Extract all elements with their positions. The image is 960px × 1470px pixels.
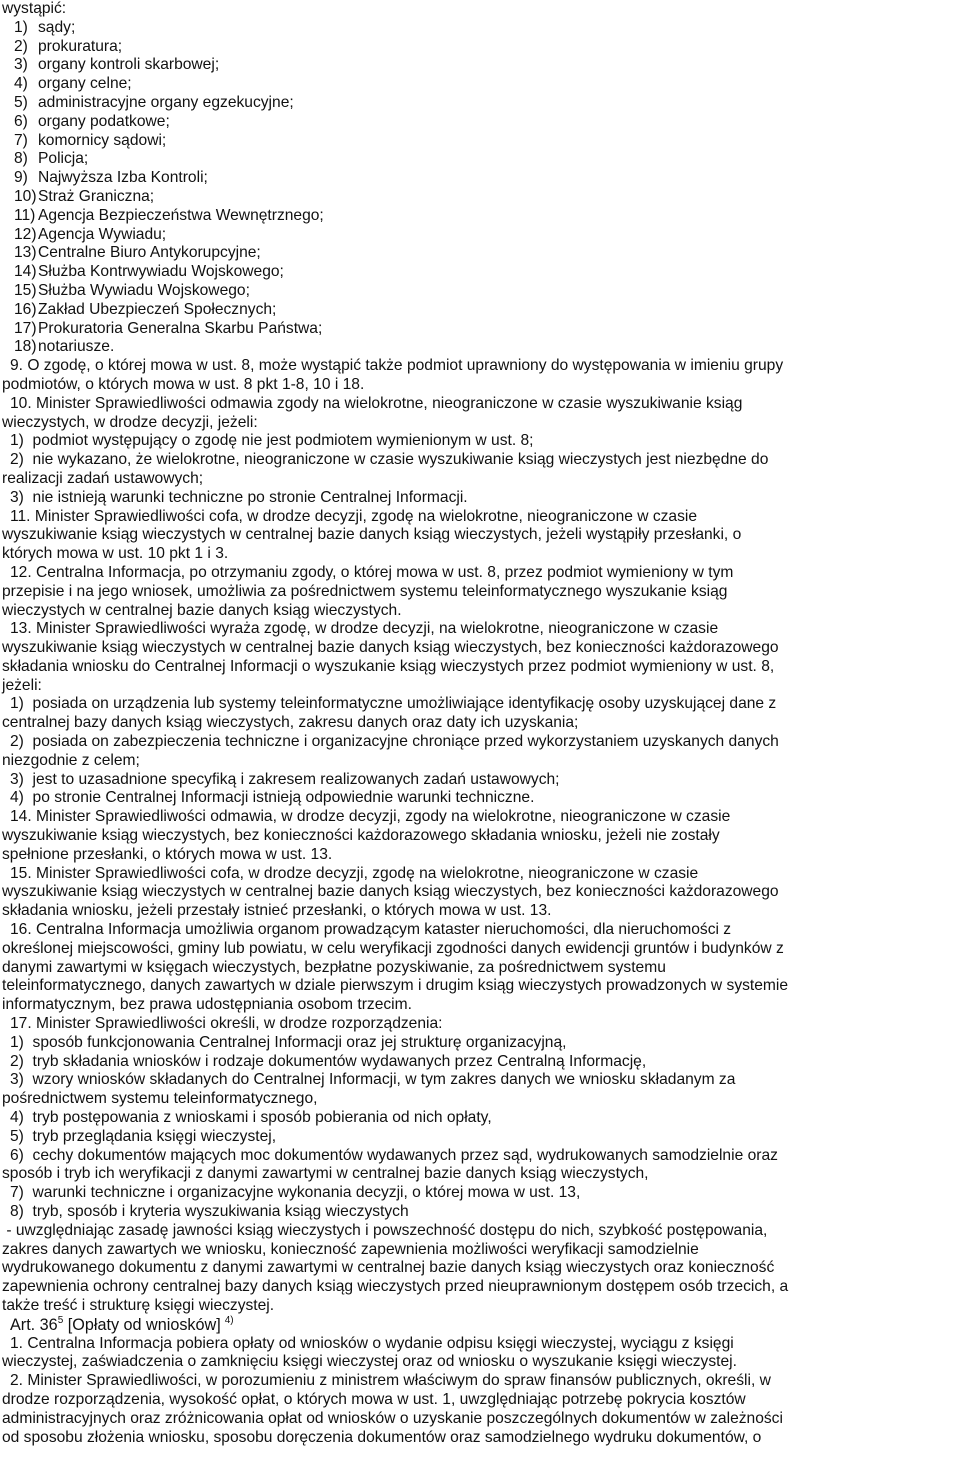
item-number: 11) [14, 206, 36, 224]
text-line: informatycznym, bez prawa udostępniania osobom trzecim. [2, 996, 412, 1014]
article-label: Art. 36 [10, 1315, 58, 1334]
item-text: Służba Wywiadu Wojskowego; [38, 281, 250, 299]
body-text [2, 357, 958, 1316]
text-line: 1) sposób funkcjonowania Centralnej Informacji oraz jej strukturę organizacyjną, [10, 1033, 567, 1051]
item-number: 3) [14, 56, 28, 74]
list-item [2, 169, 958, 188]
text-line: 11. Minister Sprawiedliwości cofa, w drodze decyzji, zgodę na wielokrotne, nieograniczone w czasie [10, 507, 698, 525]
text-line: 6) cechy dokumentów mających moc dokumentów wydawanych przez sąd, wydrukowanych samodzielnie oraz [10, 1146, 778, 1164]
item-number: 15) [14, 281, 37, 299]
item-number: 17) [14, 319, 37, 337]
list-item [2, 19, 958, 38]
text-line: zakres danych zawartych we wniosku, konieczność zapewnienia możliwości weryfikacji samodzielnie [2, 1240, 699, 1258]
list-item [2, 263, 958, 282]
text-line: składania wniosku, jeżeli przestały istnieć przesłanki, o których mowa w ust. 13. [2, 902, 552, 920]
item-text: organy celne; [38, 75, 132, 93]
item-text: Centralne Biuro Antykorupcyjne; [38, 244, 261, 262]
item-text: organy podatkowe; [38, 112, 170, 130]
text-line: pośrednictwem systemu teleinformatycznego, [2, 1090, 318, 1108]
text-line: określonej miejscowości, gminy lub powiatu, w celu weryfikacji zgodności danych ewidencji gruntów i budynków z [2, 939, 784, 957]
text-line: 4) tryb postępowania z wnioskami i sposób pobierania od nich opłaty, [10, 1109, 492, 1127]
text-line: drodze rozporządzenia, wysokość opłat, o których mowa w ust. 1, uwzględniając potrzebę pokrycia kosztów [2, 1390, 746, 1408]
item-text: Najwyższa Izba Kontroli; [38, 169, 208, 187]
list-item [2, 244, 958, 263]
article-superscript: 5 [57, 1314, 64, 1326]
item-number: 7) [14, 131, 28, 149]
list-item [2, 94, 958, 113]
text-line: 3) jest to uzasadnione specyfiką i zakresem realizowanych zadań ustawowych; [10, 770, 560, 788]
text-line: których mowa w ust. 10 pkt 1 i 3. [2, 545, 229, 563]
text-line: 13. Minister Sprawiedliwości wyraża zgodę, w drodze decyzji, na wielokrotne, nieograniczone w czasie [10, 620, 719, 638]
item-text: Zakład Ubezpieczeń Społecznych; [38, 300, 277, 318]
text-line: podmiotów, o których mowa w ust. 8 pkt 1-8, 10 i 18. [2, 375, 365, 393]
list-item [2, 113, 958, 132]
text-line: zapewnienia ochrony centralnej bazy danych ksiąg wieczystych przed nieuprawnionym dostępem osób trzecich, a [2, 1278, 789, 1296]
item-text: Agencja Wywiadu; [38, 225, 167, 243]
text-line: 5) tryb przeglądania księgi wieczystej, [10, 1127, 277, 1145]
list-item [2, 226, 958, 245]
item-number: 6) [14, 112, 28, 130]
intro-line: wystąpić: [2, 0, 67, 17]
text-line: 2. Minister Sprawiedliwości, w porozumieniu z ministrem właściwym do spraw finansów publicznych, określi, w [10, 1372, 771, 1390]
item-number: 9) [14, 169, 28, 187]
list-item [2, 75, 958, 94]
article-heading [2, 1316, 958, 1335]
article-body [2, 1335, 958, 1448]
text-line: centralnej bazy danych ksiąg wieczystych, zakresu danych oraz daty ich uzyskania; [2, 714, 579, 732]
text-line: od sposobu złożenia wniosku, sposobu doręczenia dokumentów oraz samodzielnego wydruku dokumentów, o [2, 1428, 762, 1446]
text-line: 16. Centralna Informacja umożliwia organom prowadzącym kataster nieruchomości, dla nieruchomości z [10, 921, 732, 939]
item-text: organy kontroli skarbowej; [38, 56, 220, 74]
text-line: 3) wzory wniosków składanych do Centralnej Informacji, w tym zakres danych we wniosku składanym za [10, 1071, 736, 1089]
item-number: 18) [14, 338, 37, 356]
text-line: 4) po stronie Centralnej Informacji istnieją odpowiednie warunki techniczne. [10, 789, 535, 807]
footnote-reference: 4) [224, 1314, 234, 1326]
text-line: danymi zawartymi w księgach wieczystych, bezpłatne pozyskiwanie, za pośrednictwem systemu [2, 958, 666, 976]
text-line: 2) tryb składania wniosków i rodzaje dokumentów wydawanych przez Centralną Informację, [10, 1052, 647, 1070]
item-number: 16) [14, 300, 37, 318]
text-line: 1) posiada on urządzenia lub systemy teleinformatyczne umożliwiające identyfikację osoby uzyskującej dane z [10, 695, 777, 713]
text-line: 2) posiada on zabezpieczenia techniczne i organizacyjne chroniące przed wykorzystaniem uzyskanych danych [10, 733, 779, 751]
item-number: 1) [14, 18, 28, 36]
item-text: Policja; [38, 150, 89, 168]
text-line: wieczystych, w drodze decyzji, jeżeli: [2, 413, 258, 431]
text-line: - uwzględniając zasadę jawności ksiąg wieczystych i powszechność dostępu do nich, szybkość postępowania, [2, 1221, 768, 1239]
text-line: przepisie i na jego wniosek, umożliwia za pośrednictwem systemu teleinformatycznego wyszukanie ksiąg [2, 582, 728, 600]
text-line: wyszukiwanie ksiąg wieczystych, bez konieczności każdorazowego składania wniosku, jeżeli nie zostały [2, 827, 720, 845]
item-number: 13) [14, 244, 37, 262]
text-line: 14. Minister Sprawiedliwości odmawia, w drodze decyzji, zgody na wielokrotne, nieograniczone w czasie [10, 808, 731, 826]
text-line: sposób i tryb ich weryfikacji z danymi zawartymi w centralnej bazie danych ksiąg wieczystych, [2, 1165, 649, 1183]
list-item [2, 338, 958, 357]
list-item [2, 56, 958, 75]
list-item [2, 132, 958, 151]
text-line: 7) warunki techniczne i organizacyjne wykonania decyzji, o której mowa w ust. 13, [10, 1184, 581, 1202]
item-number: 14) [14, 263, 37, 281]
text-line: składania wniosku do Centralnej Informacji o wyszukanie ksiąg wieczystych przez podmiot wymieniony w ust. 8, [2, 657, 775, 675]
text-line: administracyjnych oraz zróżnicowania opłat od wniosków o uzyskanie poszczególnych dokumentów w zależności [2, 1409, 783, 1427]
list-item [2, 188, 958, 207]
item-text: administracyjne organy egzekucyjne; [38, 93, 294, 111]
text-line: 12. Centralna Informacja, po otrzymaniu zgody, o której mowa w ust. 8, przez podmiot wymieniony w tym [10, 563, 734, 581]
text-line: 2) nie wykazano, że wielokrotne, nieograniczone w czasie wyszukiwanie ksiąg wieczystych jest niezbędne do [10, 451, 769, 469]
text-line: 3) nie istnieją warunki techniczne po stronie Centralnej Informacji. [10, 488, 468, 506]
authority-list [2, 19, 958, 357]
item-number: 4) [14, 75, 28, 93]
item-number: 10) [14, 187, 37, 205]
text-line: wyszukiwanie ksiąg wieczystych w centralnej bazie danych ksiąg wieczystych, bez konieczności każdorazowego [2, 639, 779, 657]
list-item [2, 320, 958, 339]
item-text: Straż Graniczna; [38, 187, 155, 205]
item-text: komornicy sądowi; [38, 131, 167, 149]
text-line: wieczystych w centralnej bazie danych ksiąg wieczystych. [2, 601, 402, 619]
item-number: 2) [14, 37, 28, 55]
article-title: [Opłaty od wniosków] [67, 1315, 221, 1334]
list-item [2, 150, 958, 169]
text-line: 10. Minister Sprawiedliwości odmawia zgody na wielokrotne, nieograniczone w czasie wyszukiwanie ksiąg [10, 394, 743, 412]
text-line: spełnione przesłanki, o których mowa w ust. 13. [2, 845, 333, 863]
text-line: niezgodnie z celem; [2, 751, 140, 769]
item-number: 8) [14, 150, 28, 168]
text-line: wyszukiwanie ksiąg wieczystych w centralnej bazie danych ksiąg wieczystych, bez konieczności każdorazowego [2, 883, 779, 901]
text-line: wydrukowanego dokumentu z danymi zawartymi w centralnej bazie danych ksiąg wieczystych oraz konieczność [2, 1259, 775, 1277]
item-text: Agencja Bezpieczeństwa Wewnętrznego; [38, 206, 324, 224]
text-line: jeżeli: [2, 676, 42, 694]
text-line: 15. Minister Sprawiedliwości cofa, w drodze decyzji, zgodę na wielokrotne, nieograniczone w czasie [10, 864, 699, 882]
item-number: 5) [14, 93, 28, 111]
text-line: realizacji zadań ustawowych; [2, 469, 204, 487]
text-line: także treść i strukturę księgi wieczystej. [2, 1296, 275, 1314]
text-line: wieczystej, zaświadczenia o zamknięciu księgi wieczystej oraz od wniosku o wyszukanie księgi wieczystej. [2, 1353, 737, 1371]
list-item [2, 301, 958, 320]
item-text: Prokuratoria Generalna Skarbu Państwa; [38, 319, 323, 337]
list-item [2, 282, 958, 301]
text-line: 17. Minister Sprawiedliwości określi, w drodze rozporządzenia: [10, 1015, 443, 1033]
list-item [2, 207, 958, 226]
text-line: 1) podmiot występujący o zgodę nie jest podmiotem wymienionym w ust. 8; [10, 432, 534, 450]
item-text: prokuratura; [38, 37, 123, 55]
text-line: teleinformatycznego, danych zawartych w dziale pierwszym i drugim ksiąg wieczystych prowadzonych w systemie [2, 977, 789, 995]
item-text: notariusze. [38, 338, 115, 356]
text-line: wyszukiwanie ksiąg wieczystych w centralnej bazie danych ksiąg wieczystych, jeżeli wystąpiły przesłanki, o [2, 526, 742, 544]
text-line: 9. O zgodę, o której mowa w ust. 8, może wystąpić także podmiot uprawniony do występowania w imieniu grupy [10, 357, 784, 375]
item-number: 12) [14, 225, 37, 243]
item-text: sądy; [38, 18, 76, 36]
item-text: Służba Kontrwywiadu Wojskowego; [38, 263, 284, 281]
list-item [2, 38, 958, 57]
text-line: 8) tryb, sposób i kryteria wyszukiwania ksiąg wieczystych [10, 1203, 409, 1220]
text-line: 1. Centralna Informacja pobiera opłaty od wniosków o wydanie odpisu księgi wieczystej, wyciągu z księgi [10, 1334, 734, 1352]
